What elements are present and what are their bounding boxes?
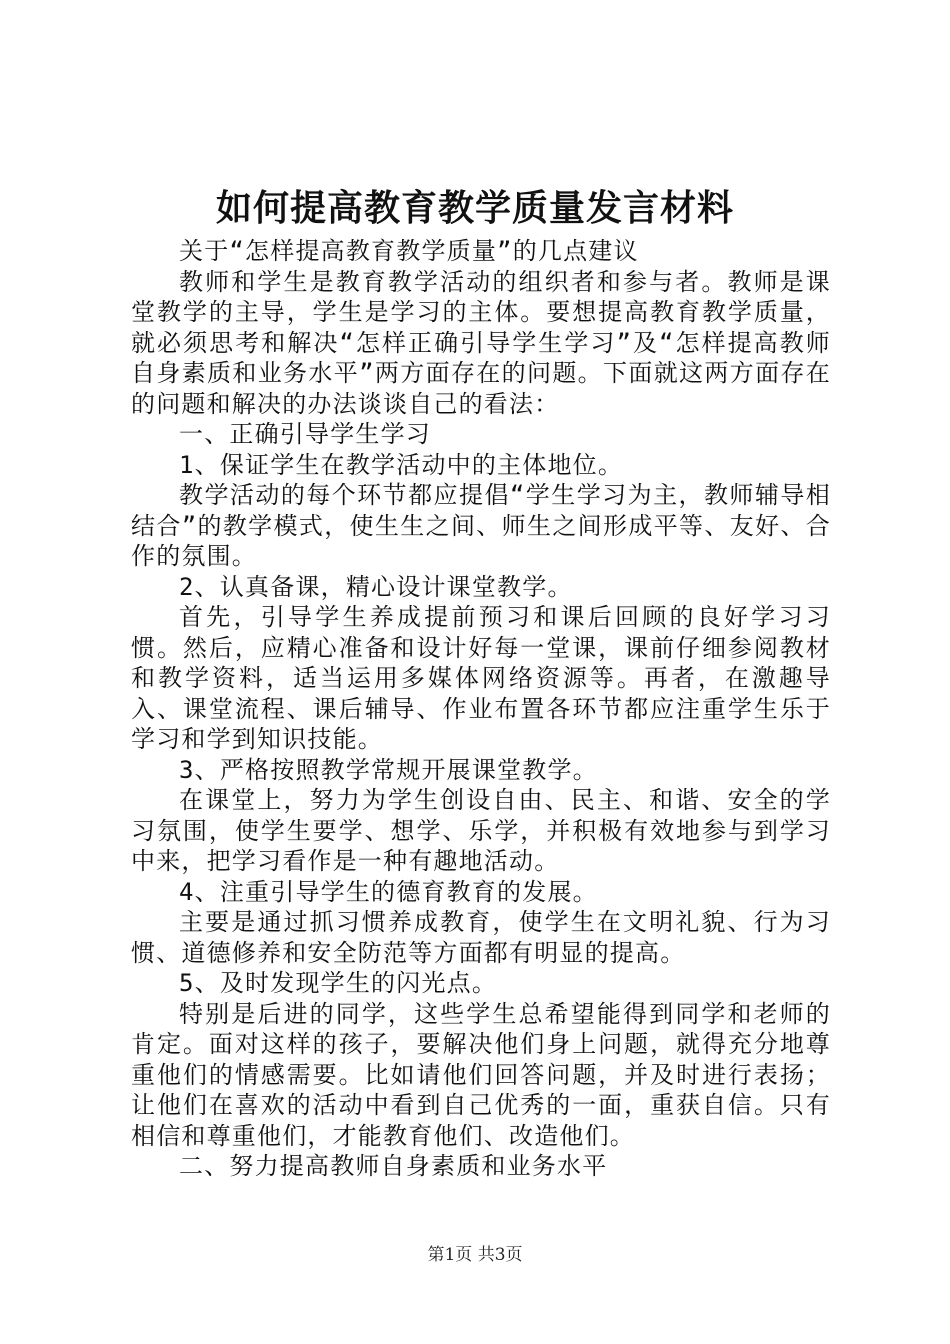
section-heading-2: 二、努力提高教师自身素质和业务水平	[179, 1152, 608, 1180]
point-heading-4: 4、注重引导学生的德育教育的发展。	[179, 877, 598, 906]
subtitle-paragraph: 关于“怎样提高教育教学质量”的几点建议	[179, 237, 639, 265]
point-paragraph-2: 首先，引导学生养成提前预习和课后回顾的良好学习习惯。然后，应精心准备和设计好每一堂课，课前仔细参阅教材和教学资料，适当运用多媒体网络资源等。再者，在激趣导入、课堂流程、课后辅导、作业布置各环节都应注重学生乐于学习和学到知识技能。	[131, 603, 831, 753]
document-body	[131, 236, 831, 1182]
intro-paragraph: 教师和学生是教育教学活动的组织者和参与者。教师是课堂教学的主导，学生是学习的主体。要想提高教育教学质量，就必须思考和解决“怎样正确引导学生学习”及“怎样提高教师自身素质和业务水平”两方面存在的问题。下面就这两方面存在的问题和解决的办法谈谈自己的看法：	[131, 267, 831, 418]
point-heading-1: 1、保证学生在教学活动中的主体地位。	[179, 450, 624, 479]
point-paragraph-1: 教学活动的每个环节都应提倡“学生学习为主，教师辅导相结合”的教学模式，使生生之间、师生之间形成平等、友好、合作的氛围。	[131, 481, 831, 570]
point-paragraph-4: 主要是通过抓习惯养成教育，使学生在文明礼貌、行为习惯、道德修养和安全防范等方面都有明显的提高。	[131, 908, 831, 967]
point-paragraph-3: 在课堂上，努力为学生创设自由、民主、和谐、安全的学习氛围，使学生要学、想学、乐学，并积极有效地参与到学习中来，把学习看作是一种有趣地活动。	[131, 786, 831, 875]
point-heading-2: 2、认真备课，精心设计课堂教学。	[179, 572, 573, 601]
point-paragraph-5: 特别是后进的同学，这些学生总希望能得到同学和老师的肯定。面对这样的孩子，要解决他们身上问题，就得充分地尊重他们的情感需要。比如请他们回答问题，并及时进行表扬；让他们在喜欢的活动中看到自己优秀的一面，重获自信。只有相信和尊重他们，才能教育他们、改造他们。	[131, 999, 831, 1150]
page-number-footer: 第1页 共3页	[427, 1245, 523, 1265]
point-heading-5: 5、及时发现学生的闪光点。	[179, 969, 498, 997]
document-title: 如何提高教育教学质量发言材料	[215, 187, 734, 229]
point-heading-3: 3、严格按照教学常规开展课堂教学。	[179, 755, 598, 784]
section-heading-1: 一、正确引导学生学习	[179, 420, 431, 448]
